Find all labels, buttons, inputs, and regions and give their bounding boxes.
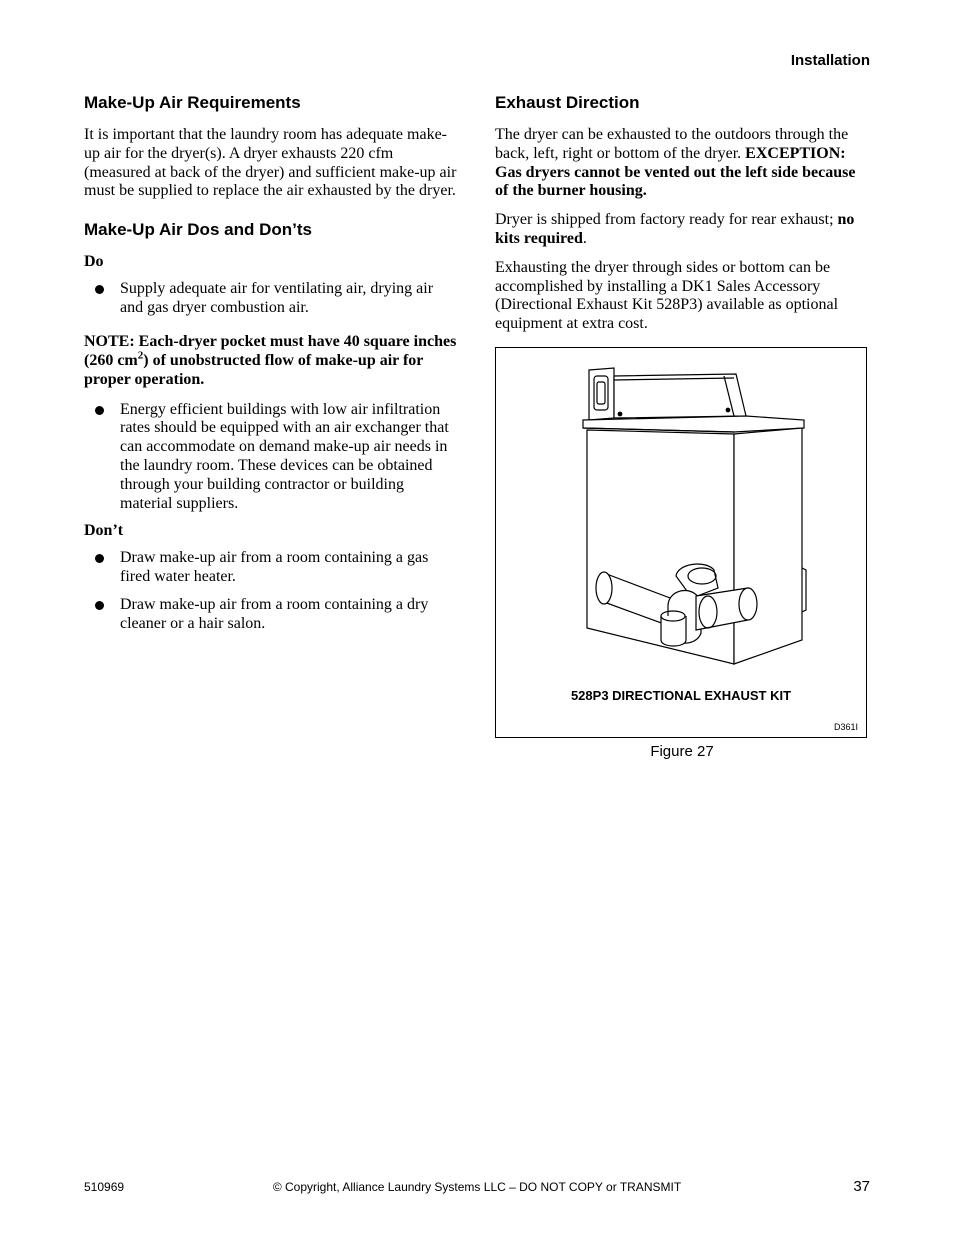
figure-exhaust-kit [495, 347, 867, 738]
right-column [495, 92, 869, 344]
do-list [84, 280, 458, 318]
para-makeup-air: It is important that the laundry room has adequate make-up air for the dryer(s). A dryer exhausts 220 cfm (measured at back of the dryer) and sufficient make-up air must be supplied to replace the air exhausted by the dryer. [84, 126, 457, 200]
list-item: Energy efficient buildings with low air infiltration rates should be equipped with an air exchanger that can accommodate on demand make-up air needs in the laundry room. These devices can be obtained through your building contractor or building material suppliers. [84, 401, 458, 514]
note-pocket: NOTE: Each-dryer pocket must have 40 square inches (260 $cm^2$) of unobstructed flow of make-up air for proper operation. [84, 332, 457, 388]
do-label: Do [84, 253, 104, 271]
page-number: 37 [853, 1178, 870, 1195]
list-item: Draw make-up air from a room containing a dry cleaner or a hair salon. [84, 596, 458, 634]
bullet-icon [95, 601, 104, 610]
figure-code: D361I [833, 722, 858, 732]
doc-number: 510969 [84, 1180, 125, 1194]
dont-label: Don’t [84, 522, 124, 540]
figure-label: Figure 27 [650, 743, 714, 760]
dont-list [84, 549, 458, 633]
figure-caption: 528P3 DIRECTIONAL EXHAUST KIT [570, 688, 792, 703]
bullet-icon [95, 554, 104, 563]
list-item: Supply adequate air for ventilating air, drying air and gas dryer combustion air. [84, 280, 458, 318]
bullet-icon [95, 285, 104, 294]
bullet-icon [95, 406, 104, 415]
para-kit: Exhausting the dryer through sides or bottom can be accomplished by installing a DK1 Sales Accessory (Directional Exhaust Kit 528P3) available as optional equipment at extra cost. [495, 258, 839, 333]
para-exhaust: The dryer can be exhausted to the outdoors through the back, left, right or bottom of the dryer. EXCEPTION: Gas dryers cannot be vented out the left side because of the burner housing. [495, 126, 856, 200]
dryer-illustration [496, 348, 868, 739]
heading-makeup-air-requirements: Make-Up Air Requirements [84, 93, 301, 112]
left-column [84, 92, 458, 642]
heading-exhaust-direction: Exhaust Direction [495, 93, 640, 112]
heading-dos-donts: Make-Up Air Dos and Don’ts [84, 220, 312, 240]
running-header: Installation [790, 52, 870, 69]
copyright: © Copyright, Alliance Laundry Systems LLC – DO NOT COPY or TRANSMIT [272, 1180, 682, 1194]
list-item: Draw make-up air from a room containing a gas fired water heater. [84, 549, 458, 587]
para-shipped: Dryer is shipped from factory ready for rear exhaust; no kits required. [495, 211, 855, 247]
do-list-2 [84, 401, 458, 514]
